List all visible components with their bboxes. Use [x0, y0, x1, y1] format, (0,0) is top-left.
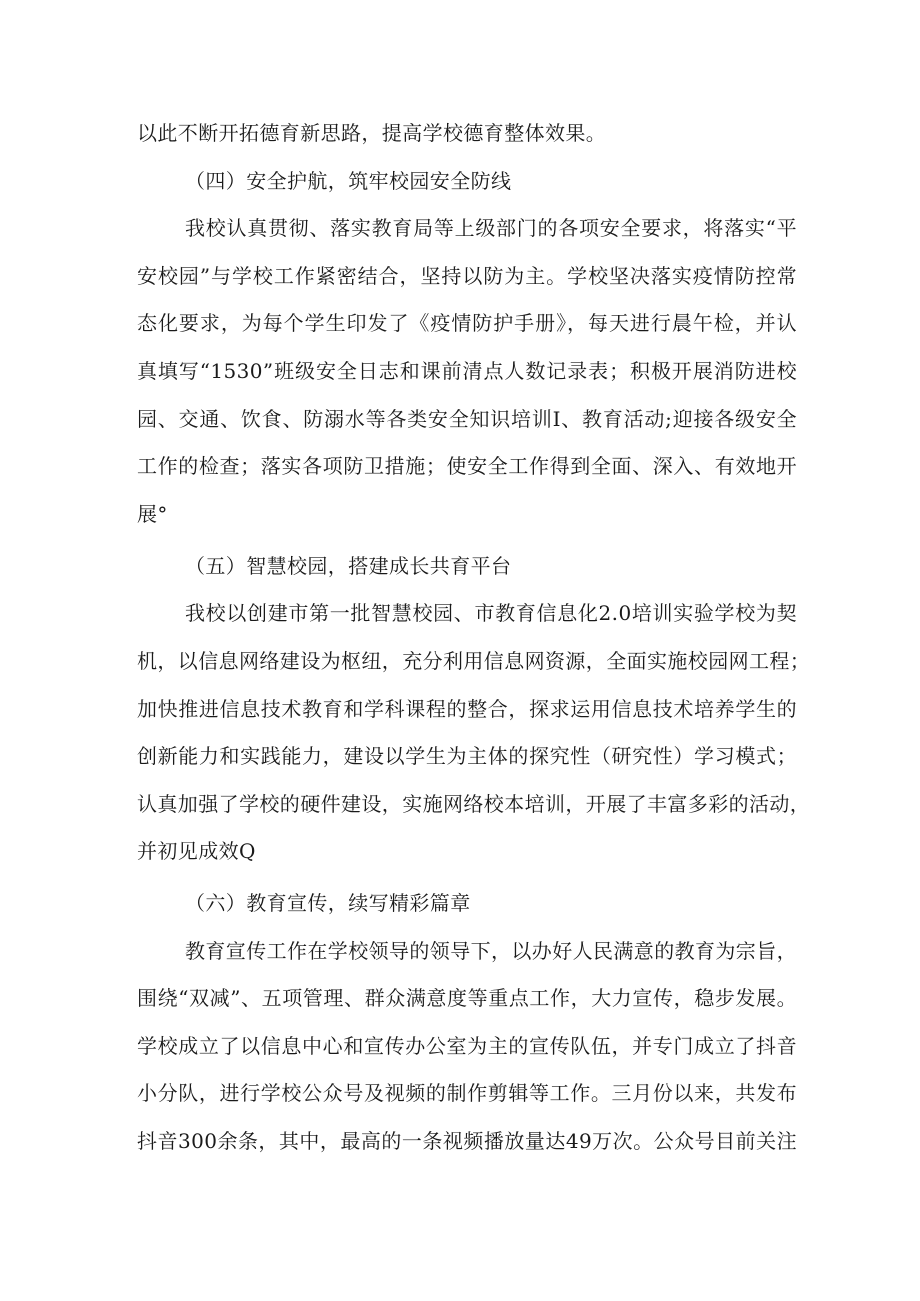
- paragraph-line: 并初见成效Q: [137, 839, 256, 863]
- paragraph-line: 工作的检查；落实各项防卫措施；使安全工作得到全面、深入、有效地开: [137, 454, 797, 478]
- section-heading-5: （五）智慧校园，搭建成长共育平台: [185, 554, 512, 578]
- paragraph-line: 创新能力和实践能力，建设以学生为主体的探究性（研究性）学习模式；: [137, 744, 797, 768]
- paragraph-line: 我校认真贯彻、落实教育局等上级部门的各项安全要求，将落实“平: [185, 216, 797, 240]
- paragraph-line: 以此不断开拓德育新思路，提高学校德育整体效果。: [137, 121, 607, 145]
- paragraph-line: 真填写“1530”班级安全日志和课前清点人数记录表；积极开展消防进校: [137, 359, 797, 383]
- paragraph-line: 园、交通、饮食、防溺水等各类安全知识培训Ⅰ、教育活动;迎接各级安全: [137, 407, 797, 431]
- paragraph-line: 认真加强了学校的硬件建设，实施网络校本培训，开展了丰富多彩的活动，: [137, 792, 811, 816]
- paragraph-line: 抖音300余条，其中，最高的一条视频播放量达49万次。公众号目前关注: [137, 1129, 797, 1153]
- paragraph-line: 小分队，进行学校公众号及视频的制作剪辑等工作。三月份以来，共发布: [137, 1081, 797, 1105]
- paragraph-line: 教育宣传工作在学校领导的领导下，以办好人民满意的教育为宗旨，: [185, 939, 797, 963]
- paragraph-line: 展°: [137, 502, 168, 526]
- paragraph-line: 学校成立了以信息中心和宣传办公室为主的宣传队伍，并专门成立了抖音: [137, 1034, 797, 1058]
- section-heading-6: （六）教育宣传，续写精彩篇章: [185, 891, 471, 915]
- paragraph-line: 围绕“双减”、五项管理、群众满意度等重点工作，大力宣传，稳步发展。: [137, 986, 797, 1010]
- paragraph-line: 安校园”与学校工作紧密结合，坚持以防为主。学校坚决落实疫情防控常: [137, 264, 797, 288]
- paragraph-line: 态化要求，为每个学生印发了《疫情防护手册》，每天进行晨午检，并认: [137, 311, 797, 335]
- paragraph-line: 机，以信息网络建设为枢纽，充分利用信息网资源，全面实施校园网工程；: [137, 649, 811, 673]
- section-heading-4: （四）安全护航，筑牢校园安全防线: [185, 169, 512, 193]
- paragraph-line: 我校以创建市第一批智慧校园、市教育信息化2.0培训实验学校为契: [185, 601, 797, 625]
- paragraph-line: 加快推进信息技术教育和学科课程的整合，探求运用信息技术培养学生的: [137, 697, 797, 721]
